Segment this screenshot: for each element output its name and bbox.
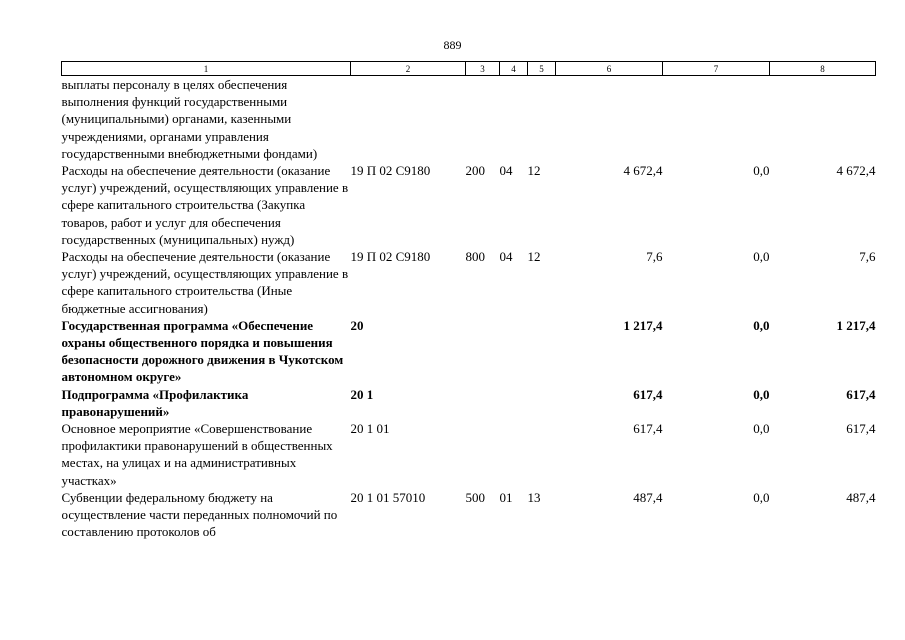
target-article-code: 19 П 02 С9180 xyxy=(350,163,431,179)
table-row xyxy=(62,317,876,386)
amount-col6: 487,4 xyxy=(633,489,663,505)
budget-table xyxy=(61,61,876,540)
page-number: 889 xyxy=(443,38,462,52)
target-article-code: 20 1 xyxy=(350,386,374,402)
expense-type-code xyxy=(466,386,500,420)
amount-col7: 0,0 xyxy=(753,489,770,505)
table-row xyxy=(62,489,876,541)
column-number: 4 xyxy=(500,62,528,76)
column-number: 6 xyxy=(556,62,663,76)
column-number: 1 xyxy=(62,62,351,76)
target-article-code xyxy=(351,76,466,163)
item-name: Расходы на обеспечение деятельности (оказание услуг) учреждений, осуществляющих управление в сфере капитального строительства (Иные бюджетные ассигнования) xyxy=(61,249,349,316)
target-article-code: 20 1 01 xyxy=(350,421,390,437)
amount-col8: 1 217,4 xyxy=(836,317,876,333)
subsection-code xyxy=(528,386,556,420)
amount-col6: 7,6 xyxy=(646,249,663,265)
column-number: 8 xyxy=(770,62,876,76)
subsection-code xyxy=(528,76,556,163)
amount-col8: 487,4 xyxy=(846,489,876,505)
target-article-code: 20 1 01 57010 xyxy=(350,489,426,505)
amount-col6: 617,4 xyxy=(633,386,663,402)
expense-type-code xyxy=(466,76,500,163)
column-number: 3 xyxy=(466,62,500,76)
subsection-code: 12 xyxy=(527,249,541,265)
target-article-code: 19 П 02 С9180 xyxy=(350,249,431,265)
column-number-row xyxy=(62,62,876,76)
table-row xyxy=(62,162,876,248)
expense-type-code: 200 xyxy=(465,163,485,179)
section-code xyxy=(500,386,528,420)
item-name: Основное мероприятие «Совершенствование профилактики правонарушений в общественных местах, на улицах и на административных участках» xyxy=(61,421,333,488)
amount-col8 xyxy=(770,76,876,163)
amount-col7: 0,0 xyxy=(753,421,770,437)
amount-col7: 0,0 xyxy=(753,249,770,265)
subsection-code: 12 xyxy=(527,163,541,179)
column-number: 5 xyxy=(528,62,556,76)
section-code: 04 xyxy=(499,249,513,265)
column-number: 7 xyxy=(663,62,770,76)
section-code xyxy=(500,420,528,489)
amount-col8: 7,6 xyxy=(859,249,876,265)
amount-col6: 4 672,4 xyxy=(623,163,663,179)
target-article-code: 20 xyxy=(350,317,364,333)
table-row xyxy=(62,420,876,489)
amount-col7: 0,0 xyxy=(753,317,770,333)
item-name: Субвенции федеральному бюджету на осуществление части переданных полномочий по составлению протоколов об xyxy=(61,489,338,540)
table-row xyxy=(62,386,876,420)
amount-col7: 0,0 xyxy=(753,386,770,402)
amount-col8: 617,4 xyxy=(846,386,876,402)
section-code: 01 xyxy=(499,489,513,505)
expense-type-code: 500 xyxy=(465,489,485,505)
amount-col7 xyxy=(663,76,770,163)
amount-col8: 4 672,4 xyxy=(836,163,876,179)
expense-type-code: 800 xyxy=(465,249,485,265)
section-code: 04 xyxy=(499,163,513,179)
section-code xyxy=(500,76,528,163)
amount-col6: 617,4 xyxy=(633,421,663,437)
amount-col7: 0,0 xyxy=(753,163,770,179)
table-row xyxy=(62,76,876,163)
item-name: выплаты персоналу в целях обеспечения выполнения функций государственными (муниципальными) органами, казенными учреждениями, органами управления государственными внебюджетными фондами) xyxy=(61,77,318,161)
amount-col8: 617,4 xyxy=(846,421,876,437)
subsection-code xyxy=(528,420,556,489)
expense-type-code xyxy=(466,317,500,386)
subsection-code xyxy=(528,317,556,386)
column-number: 2 xyxy=(351,62,466,76)
section-code xyxy=(500,317,528,386)
expense-type-code xyxy=(466,420,500,489)
amount-col6: 1 217,4 xyxy=(623,317,663,333)
subsection-code: 13 xyxy=(527,489,541,505)
amount-col6 xyxy=(556,76,663,163)
item-name: Государственная программа «Обеспечение охраны общественного порядка и повышения безопасности дорожного движения в Чукотском автономном округе» xyxy=(61,317,344,385)
table-row xyxy=(62,248,876,317)
item-name: Расходы на обеспечение деятельности (оказание услуг) учреждений, осуществляющих управление в сфере капитального строительства (Закупка товаров, работ и услуг для обеспечения государственных (муниципальных) нужд) xyxy=(61,163,349,247)
item-name: Подпрограмма «Профилактика правонарушений» xyxy=(61,386,249,419)
